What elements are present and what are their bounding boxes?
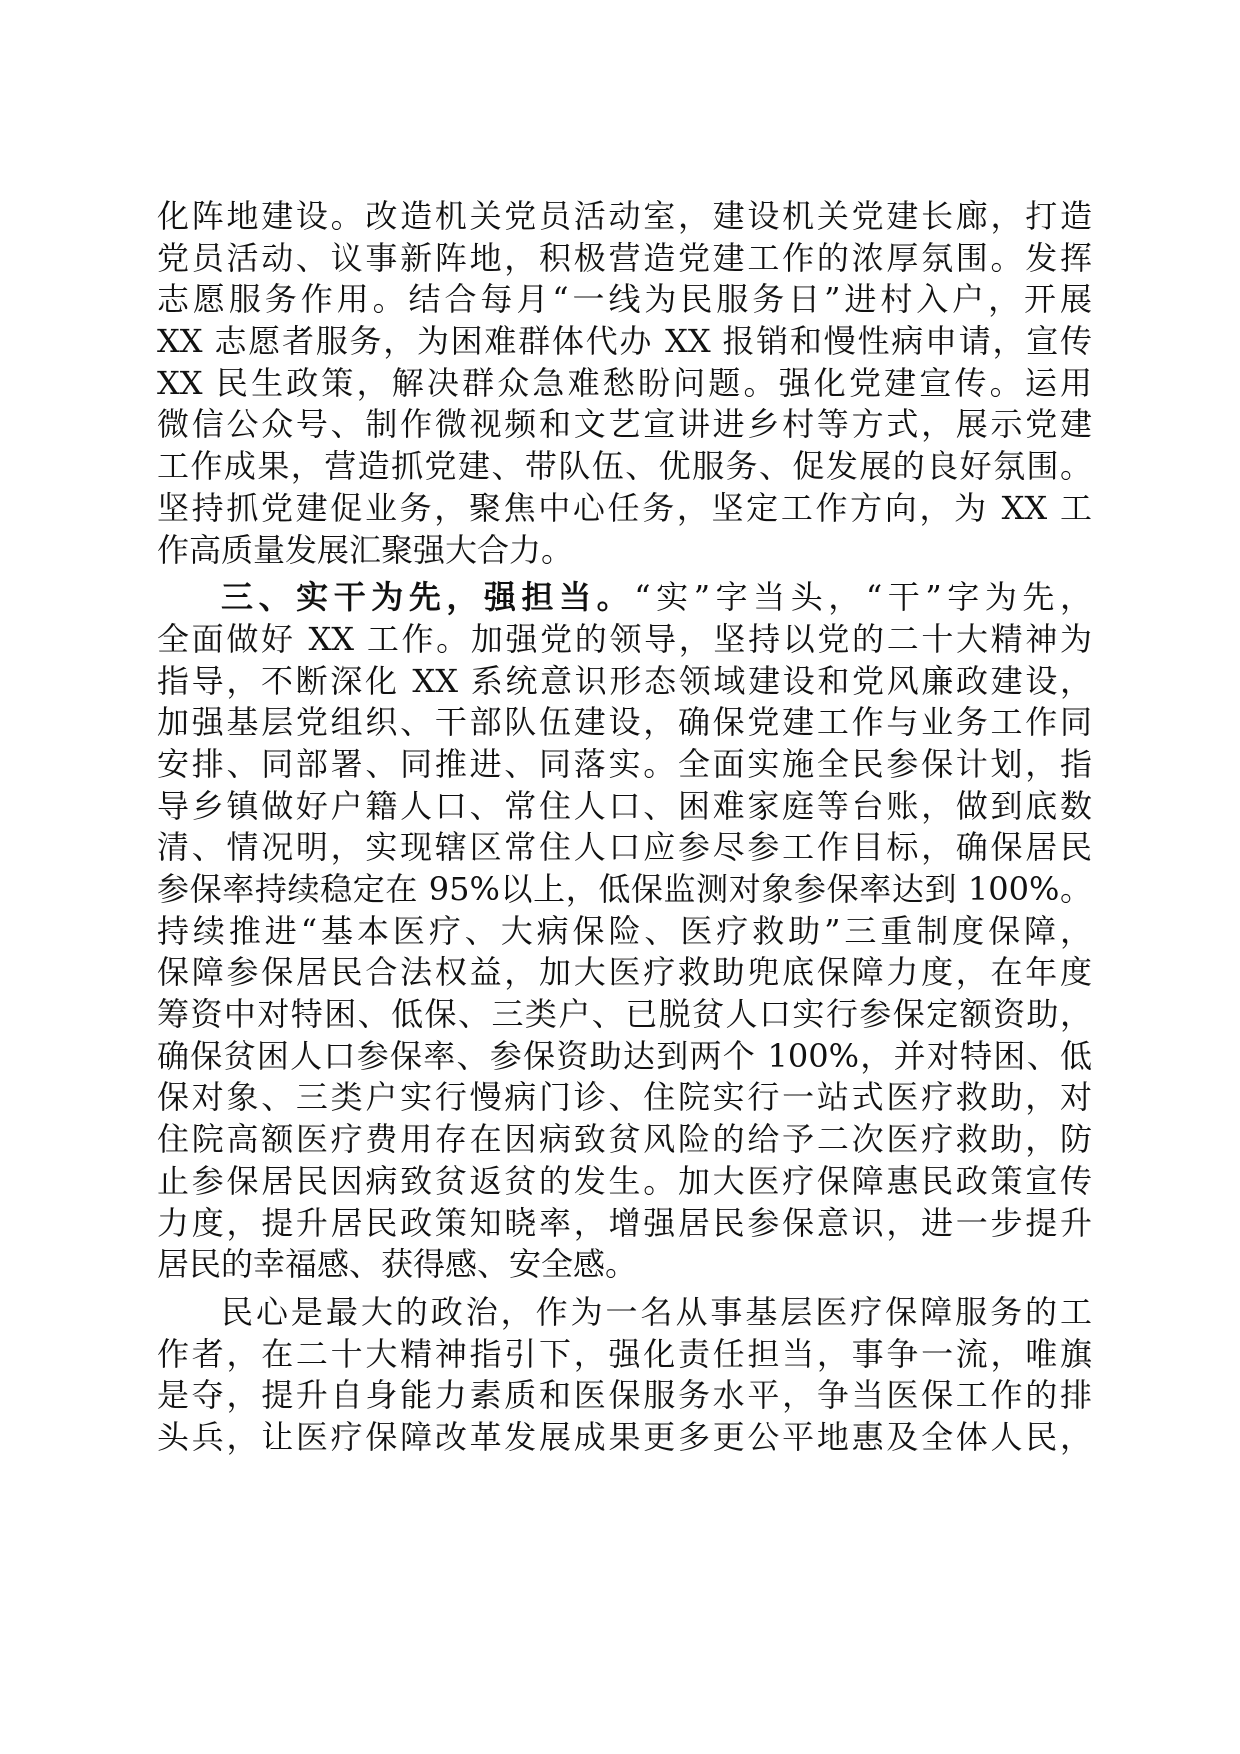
paragraph-3 xyxy=(157,1292,1092,1459)
paragraph-line: 作高质量发展汇聚强大合力。 xyxy=(157,530,574,569)
body-text xyxy=(157,196,1092,1459)
paragraph-line: 确保贫困人口参保率、参保资助达到两个 100%，并对特困、低 xyxy=(157,1036,1092,1075)
paragraph-line: 作者，在二十大精神指引下，强化责任担当，事争一流，唯旗 xyxy=(157,1334,1092,1373)
paragraph-line: 全面做好 XX 工作。加强党的领导，坚持以党的二十大精神为 xyxy=(157,619,1092,658)
paragraph-line: 是夺，提升自身能力素质和医保服务水平，争当医保工作的排 xyxy=(157,1376,1092,1415)
paragraph-line: 筹资中对特困、低保、三类户、已脱贫人口实行参保定额资助， xyxy=(157,995,1092,1034)
paragraph-first-line: 民心是最大的政治，作为一名从事基层医疗保障服务的工 xyxy=(221,1292,1092,1331)
paragraph-line: 坚持抓党建促业务，聚焦中心任务，坚定工作方向，为 XX 工 xyxy=(157,488,1092,527)
paragraph-line: 住院高额医疗费用存在因病致贫风险的给予二次医疗救助，防 xyxy=(157,1120,1092,1159)
paragraph-line: 保障参保居民合法权益，加大医疗救助兜底保障力度，在年度 xyxy=(157,953,1092,992)
paragraph-first-line xyxy=(157,577,1092,619)
paragraph-line-rest: “实”字当头，“干”字为先， xyxy=(634,578,1092,617)
paragraph-line: 导乡镇做好户籍人口、常住人口、困难家庭等台账，做到底数 xyxy=(157,786,1092,825)
paragraph-line: 持续推进“基本医疗、大病保险、医疗救助”三重制度保障， xyxy=(157,911,1092,950)
paragraph-line: 指导，不断深化 XX 系统意识形态领域建设和党风廉政建设， xyxy=(157,661,1092,700)
paragraph-line: 加强基层党组织、干部队伍建设，确保党建工作与业务工作同 xyxy=(157,703,1092,742)
section-heading: 三、实干为先，强担当。 xyxy=(221,578,635,617)
paragraph-2 xyxy=(157,577,1092,1286)
paragraph-line: 止参保居民因病致贫返贫的发生。加大医疗保障惠民政策宣传 xyxy=(157,1161,1092,1200)
paragraph-line: 力度，提升居民政策知晓率，增强居民参保意识，进一步提升 xyxy=(157,1203,1092,1242)
paragraph-line: 清、情况明，实现辖区常住人口应参尽参工作目标，确保居民 xyxy=(157,828,1092,867)
paragraph-line: 安排、同部署、同推进、同落实。全面实施全民参保计划，指 xyxy=(157,744,1092,783)
paragraph-line: 党员活动、议事新阵地，积极营造党建工作的浓厚氛围。发挥 xyxy=(157,238,1092,277)
paragraph-line: 头兵，让医疗保障改革发展成果更多更公平地惠及全体人民， xyxy=(157,1417,1092,1456)
paragraph-line: 志愿服务作用。结合每月“一线为民服务日”进村入户，开展 xyxy=(157,280,1092,319)
paragraph-line: 微信公众号、制作微视频和文艺宣讲进乡村等方式，展示党建 xyxy=(157,405,1092,444)
paragraph-line: 居民的幸福感、获得感、安全感。 xyxy=(157,1245,638,1284)
paragraph-line: 工作成果，营造抓党建、带队伍、优服务、促发展的良好氛围。 xyxy=(157,447,1092,486)
paragraph-line: 保对象、三类户实行慢病门诊、住院实行一站式医疗救助，对 xyxy=(157,1078,1092,1117)
paragraph-line: XX 民生政策，解决群众急难愁盼问题。强化党建宣传。运用 xyxy=(157,363,1092,402)
paragraph-line: XX 志愿者服务，为困难群体代办 XX 报销和慢性病申请，宣传 xyxy=(157,322,1092,361)
paragraph-1 xyxy=(157,196,1092,571)
paragraph-line: 化阵地建设。改造机关党员活动室，建设机关党建长廊，打造 xyxy=(157,197,1092,235)
paragraph-line: 参保率持续稳定在 95%以上，低保监测对象参保率达到 100%。 xyxy=(157,870,1092,908)
